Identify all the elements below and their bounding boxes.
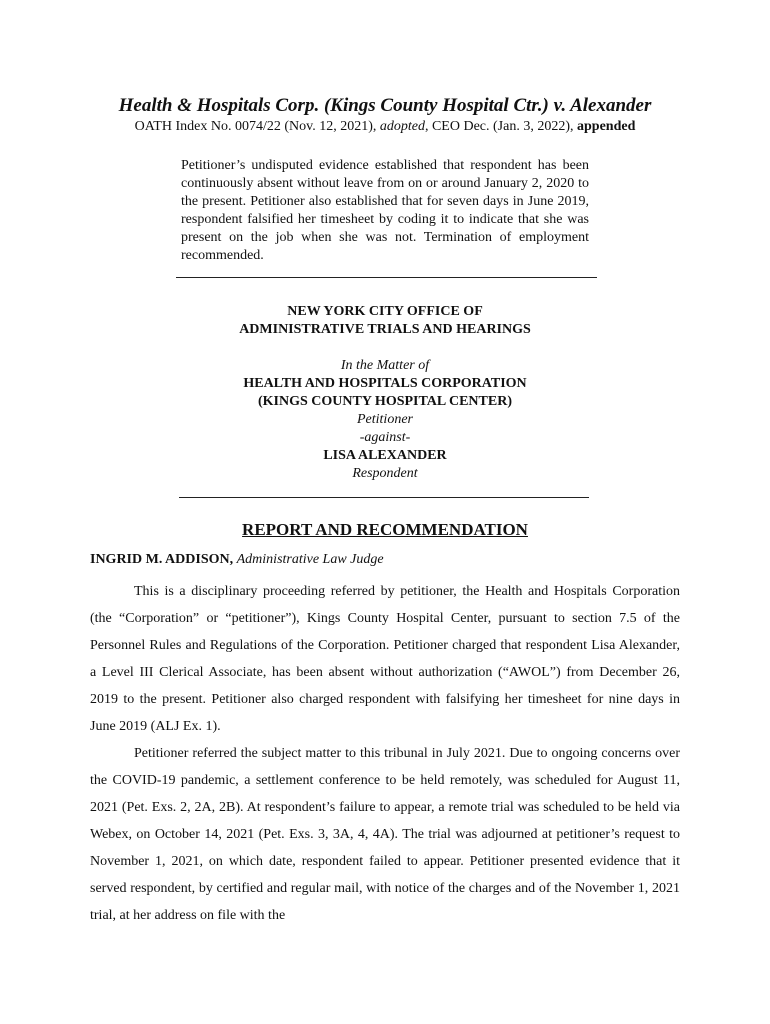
citation-ceo-decision: , CEO Dec. (Jan. 3, 2022), <box>424 119 574 134</box>
petitioner-role: Petitioner <box>357 412 413 427</box>
case-summary: Petitioner’s undisputed evidence established that respondent has been continuously absent without leave from on or around January 2, 2020 to the present. Petitioner also established that for seven days in June 2019, respondent falsified her timesheet by coding it to indicate that she was present on the job when she was not. Termination of employment recommended. <box>181 158 589 263</box>
citation-appended: appended <box>577 119 636 134</box>
respondent-name: LISA ALEXANDER <box>323 448 447 463</box>
petitioner-name-line1: HEALTH AND HOSPITALS CORPORATION <box>243 376 527 391</box>
office-name-line2: ADMINISTRATIVE TRIALS AND HEARINGS <box>239 322 531 337</box>
caption-divider <box>179 497 589 498</box>
citation-adopted: adopted <box>379 119 425 134</box>
report-heading <box>0 519 770 541</box>
judge-line <box>90 551 384 569</box>
report-heading-text: REPORT AND RECOMMENDATION <box>242 520 528 539</box>
office-name-line1: NEW YORK CITY OFFICE OF <box>287 304 483 319</box>
body-paragraph: Petitioner referred the subject matter to this tribunal in July 2021. Due to ongoing concerns over the COVID-19 pandemic, a settlement conference to be held remotely, was scheduled for August 11, 2021 (Pet. Exs. 2, 2A, 2B). At respondent’s failure to appear, a remote trial was scheduled to be held via Webex, on October 14, 2021 (Pet. Exs. 3, 3A, 4, 4A). The trial was adjourned at petitioner’s request to November 1, 2021, on which date, respondent failed to appear. Petitioner presented evidence that it served respondent, by certified and regular mail, with notice of the charges and of the November 1, 2021 trial, at her address on file with the <box>90 746 680 923</box>
report-body <box>90 578 680 929</box>
judge-name: INGRID M. ADDISON, <box>90 552 234 567</box>
case-citation <box>0 118 770 136</box>
in-the-matter-of: In the Matter of <box>340 358 430 373</box>
summary-divider <box>176 277 597 278</box>
against-label: -against- <box>359 430 411 445</box>
petitioner-name-line2: (KINGS COUNTY HOSPITAL CENTER) <box>258 394 512 409</box>
case-title: Health & Hospitals Corp. (Kings County Hospital Ctr.) v. Alexander <box>118 95 652 116</box>
citation-index: OATH Index No. 0074/22 (Nov. 12, 2021), <box>134 119 377 134</box>
body-paragraph: This is a disciplinary proceeding referred by petitioner, the Health and Hospitals Corporation (the “Corporation” or “petitioner”), Kings County Hospital Center, pursuant to section 7.5 of the Personnel Rules and Regulations of the Corporation. Petitioner charged that respondent Lisa Alexander, a Level III Clerical Associate, has been absent without authorization (“AWOL”) from December 26, 2019 to the present. Petitioner also charged respondent with falsifying her timesheet for nine days in June 2019 (ALJ Ex. 1). <box>90 584 680 734</box>
judge-title: Administrative Law Judge <box>236 552 384 567</box>
respondent-role: Respondent <box>352 466 418 481</box>
